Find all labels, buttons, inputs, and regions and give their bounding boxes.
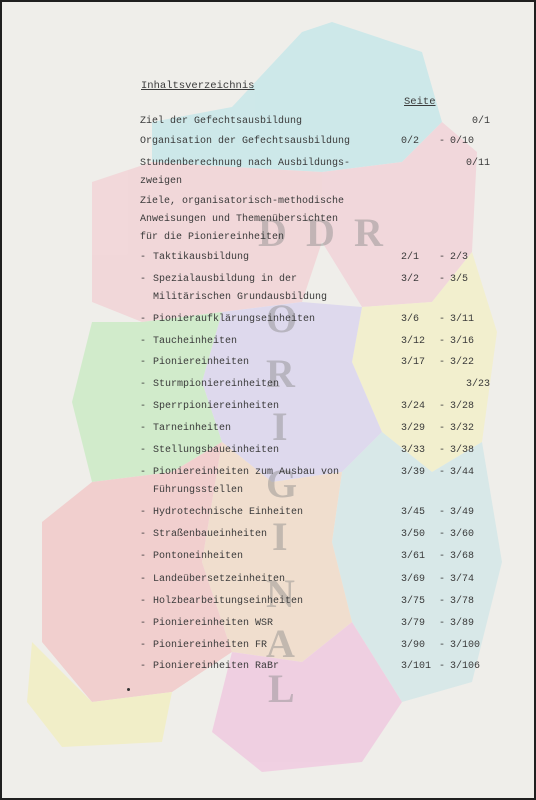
toc-entry-page-from: 3/24 [401,401,426,412]
toc-entry-text: Pioniereinheiten WSR [153,618,274,629]
toc-entry-range-separator: - [439,274,446,285]
toc-entry-range-separator: - [439,596,446,607]
toc-entry-dash: - [140,252,147,263]
toc-entry-page: 0/11 [465,158,490,169]
toc-entry-page-from: 3/45 [401,507,426,518]
toc-entry-page-to: 3/74 [450,574,475,585]
stamp-letter: G [266,461,298,506]
toc-entry-page: 3/23 [465,379,490,390]
toc-entry-page-to: 3/28 [450,401,475,412]
toc-entry-range-separator: - [439,252,446,263]
toc-entry-text: Taktikausbildung [153,252,250,263]
toc-entry-dash: - [140,274,147,285]
toc-entry-page-from: 3/39 [401,467,426,478]
stamp-letter: N [266,571,295,616]
toc-entry-range-separator: - [439,551,446,562]
toc-entry-page-to: 3/89 [450,618,475,629]
toc-entry-text: Straßenbaueinheiten [153,529,268,540]
toc-entry-page-to: 3/60 [450,529,475,540]
stamp-letter: D [258,210,287,255]
toc-entry-page-from: 3/17 [401,357,426,368]
toc-entry-range-separator: - [439,618,446,629]
toc-entry-text: Taucheinheiten [153,336,238,347]
toc-entry-page-from: 3/90 [401,640,426,651]
toc-entry-page-from: 3/2 [401,274,420,285]
toc-entry-range-separator: - [439,423,446,434]
toc-entry-text: Stellungsbaueinheiten [153,445,280,456]
document-page [2,2,534,798]
toc-title: Inhaltsverzeichnis [141,80,255,92]
toc-entry-page-to: 2/3 [450,252,469,263]
toc-entry-page-from: 3/101 [401,661,432,672]
toc-entry-page-from: 3/69 [401,574,426,585]
toc-entry-range-separator: - [439,357,446,368]
toc-entry-page-from: 3/79 [401,618,426,629]
toc-entry-page-from: 2/1 [401,252,420,263]
toc-entry-range-separator: - [439,314,446,325]
toc-entry-dash: - [140,401,147,412]
toc-entry-page-from: 3/50 [401,529,426,540]
toc-entry-page-to: 3/49 [450,507,475,518]
toc-entry-range-separator: - [439,640,446,651]
toc-entry-page-to: 3/5 [450,274,469,285]
toc-entry-page-to: 0/10 [450,136,475,147]
stamp-letter: D [306,210,335,255]
toc-entry-page-to: 3/44 [450,467,475,478]
stamp-letter: R [354,210,383,255]
toc-entry-dash: - [140,357,147,368]
toc-entry-page: 0/1 [471,116,490,127]
toc-entry-text: Führungsstellen [153,485,244,496]
toc-entry-text: Stundenberechnung nach Ausbildungs- [140,158,351,169]
toc-entry-page-to: 3/38 [450,445,475,456]
toc-entry-dash: - [140,618,147,629]
toc-entry-text: Tarneinheiten [153,423,232,434]
toc-entry-text: zweigen [140,176,183,187]
toc-entry-page-to: 3/22 [450,357,475,368]
toc-entry-dash: - [140,379,147,390]
toc-entry-range-separator: - [439,336,446,347]
toc-entry-range-separator: - [439,467,446,478]
toc-entry-range-separator: - [439,661,446,672]
stamp-letter: L [268,666,295,711]
toc-entry-dash: - [140,596,147,607]
toc-entry-page-to: 3/11 [450,314,475,325]
toc-entry-page-from: 3/12 [401,336,426,347]
toc-entry-text: Hydrotechnische Einheiten [153,507,304,518]
toc-entry-text: Sperrpioniereinheiten [153,401,280,412]
toc-entry-range-separator: - [439,136,446,147]
toc-entry-page-to: 3/100 [450,640,481,651]
toc-entry-text: Pioniereinheiten RaBr [153,661,280,672]
toc-entry-dash: - [140,661,147,672]
toc-entry-range-separator: - [439,401,446,412]
toc-entry-text: Landeübersetzeinheiten [153,574,286,585]
toc-entry-text: Organisation der Gefechtsausbildung [140,136,351,147]
toc-entry-text: Spezialausbildung in der [153,274,298,285]
toc-entry-text: Pontoneinheiten [153,551,244,562]
stamp-letter: A [266,621,295,666]
toc-entry-text: Pioniereinheiten zum Ausbau von [153,467,340,478]
toc-entry-dash: - [140,640,147,651]
toc-entry-dash: - [140,574,147,585]
toc-entry-page-to: 3/16 [450,336,475,347]
toc-entry-page-to: 3/106 [450,661,481,672]
toc-entry-text: Militärischen Grundausbildung [153,292,328,303]
toc-entry-page-to: 3/78 [450,596,475,607]
toc-entry-dash: - [140,445,147,456]
toc-entry-range-separator: - [439,507,446,518]
toc-entry-dash: - [140,423,147,434]
stamp-letter: R [266,351,295,396]
toc-entry-dash: - [140,507,147,518]
toc-entry-text: Ziel der Gefechtsausbildung [140,116,303,127]
toc-entry-dash: - [140,314,147,325]
toc-entry-text: Pionieraufklärungseinheiten [153,314,316,325]
toc-entry-page-from: 3/33 [401,445,426,456]
stamp-letter: I [272,404,288,449]
toc-entry-text: Sturmpioniereinheiten [153,379,280,390]
toc-entry-dash: - [140,529,147,540]
toc-entry-page-to: 3/32 [450,423,475,434]
toc-entry-range-separator: - [439,445,446,456]
toc-entry-text: Pioniereinheiten FR [153,640,268,651]
toc-entry-text: Anweisungen und Themenübersichten [140,214,339,225]
toc-entry-page-to: 3/68 [450,551,475,562]
stamp-letter: I [272,514,288,559]
toc-entry-text: Pioniereinheiten [153,357,250,368]
toc-entry-page-from: 0/2 [401,136,420,147]
toc-entry-page-from: 3/75 [401,596,426,607]
toc-entry-page-from: 3/61 [401,551,426,562]
toc-entry-dash: - [140,336,147,347]
toc-entry-text: Holzbearbeitungseinheiten [153,596,304,607]
toc-entry-text: Ziele, organisatorisch-methodische [140,196,345,207]
toc-entry-range-separator: - [439,574,446,585]
toc-entry-dash: - [140,467,147,478]
page-column-header: Seite [404,96,436,108]
stamp-letter: O [266,296,298,341]
ink-dot [127,688,130,691]
toc-entry-text: für die Pioniereinheiten [140,232,285,243]
toc-entry-dash: - [140,551,147,562]
toc-entry-range-separator: - [439,529,446,540]
toc-entry-page-from: 3/29 [401,423,426,434]
toc-entry-page-from: 3/6 [401,314,420,325]
